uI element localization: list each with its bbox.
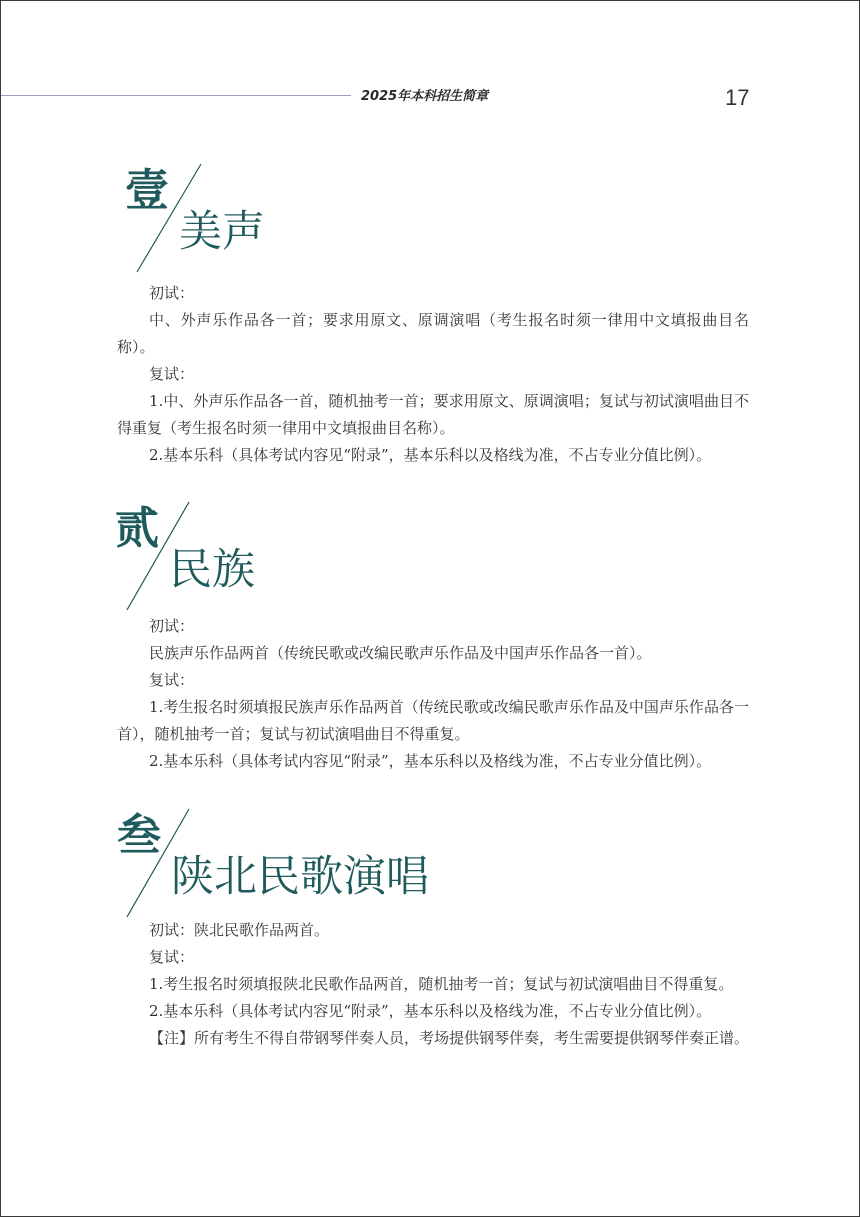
paragraph: 复试： [149,671,195,689]
section-numeral: 壹 [125,165,169,216]
paragraph: 1.中、外声乐作品各一首，随机抽考一首；要求用原文、原调演唱；复试与初试演唱曲目不得重复（考生报名时须一律用中文填报曲目名称）。 [117,392,749,437]
section-title-3 [115,806,475,921]
paragraph: 初试： [149,284,195,302]
paragraph: 初试：陕北民歌作品两首。 [149,921,330,939]
paragraph: 中、外声乐作品各一首；要求用原文、原调演唱（考生报名时须一律用中文填报曲目名称）。 [117,311,749,356]
paragraph: 1.考生报名时须填报民族声乐作品两首（传统民歌或改编民歌声乐作品及中国声乐作品各一首），随机抽考一首；复试与初试演唱曲目不得重复。 [117,698,749,743]
paragraph: 复试： [149,948,195,966]
paragraph: 【注】所有考生不得自带钢琴伴奏人员，考场提供钢琴伴奏，考生需要提供钢琴伴奏正谱。 [149,1029,750,1047]
header-rule [1,95,351,96]
paragraph: 2.基本乐科（具体考试内容见“附录”，基本乐科以及格线为准，不占专业分值比例）。 [149,446,712,464]
section-numeral: 贰 [115,503,159,554]
paragraph: 初试： [149,617,195,635]
section-body-2 [117,613,749,775]
paragraph: 民族声乐作品两首（传统民歌或改编民歌声乐作品及中国声乐作品各一首）。 [149,644,652,662]
paragraph: 2.基本乐科（具体考试内容见“附录”，基本乐科以及格线为准，不占专业分值比例）。 [149,1002,712,1020]
paragraph: 2.基本乐科（具体考试内容见“附录”，基本乐科以及格线为准，不占专业分值比例）。 [149,752,712,770]
section-heading: 民族 [169,545,255,595]
running-header-title: 2025年本科招生简章 [361,89,489,104]
paragraph: 复试： [149,365,195,383]
section-heading: 陕北民歌演唱 [171,852,429,902]
section-body-3 [117,917,749,1052]
section-numeral: 叁 [117,810,161,861]
page-number: 17 [725,85,750,110]
section-title-1 [121,161,291,276]
paragraph: 1.考生报名时须填报陕北民歌作品两首，随机抽考一首；复试与初试演唱曲目不得重复。 [149,975,734,993]
section-heading: 美声 [179,207,265,257]
section-title-2 [113,499,283,614]
section-body-1 [117,280,749,469]
